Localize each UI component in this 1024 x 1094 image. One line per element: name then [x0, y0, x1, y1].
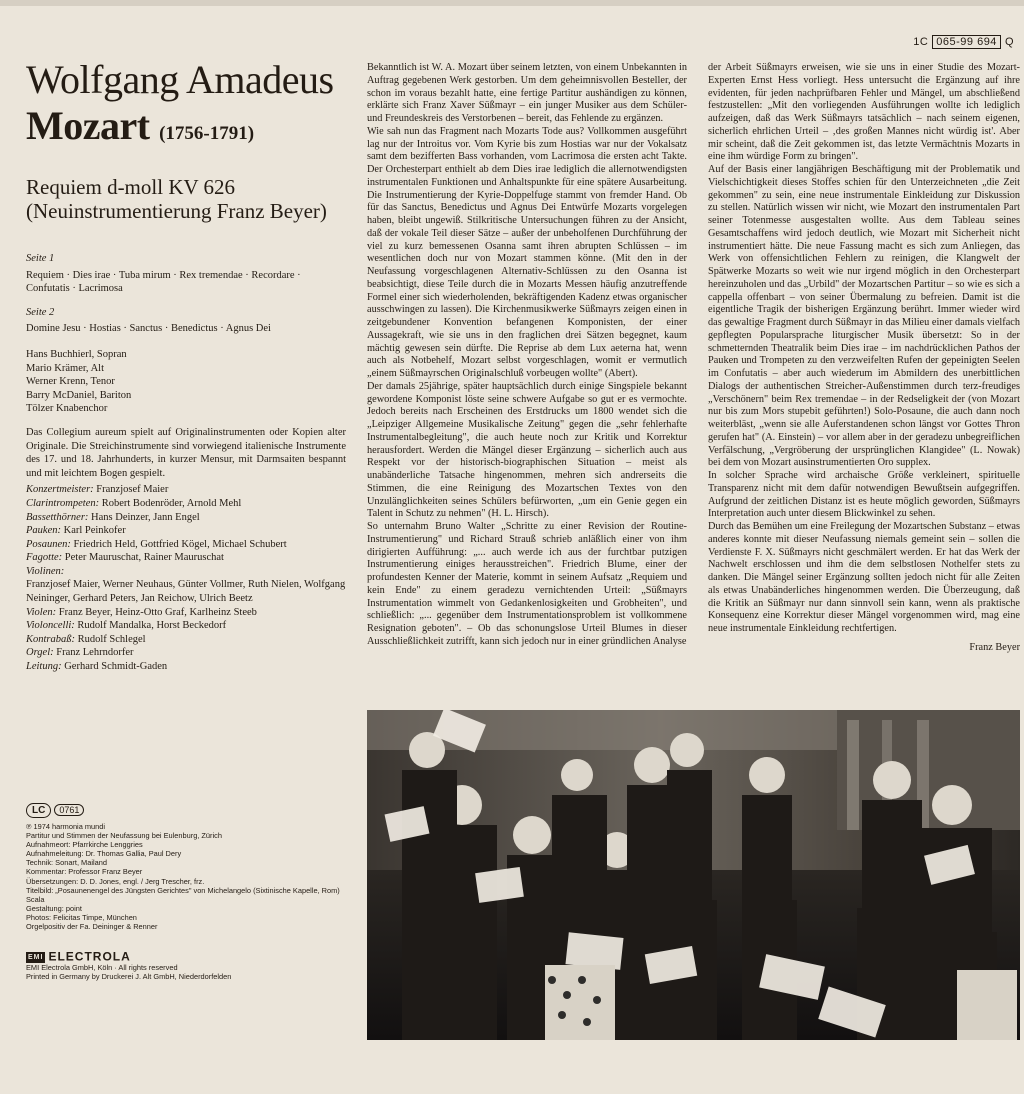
- essay-paragraph: So unternahm Bruno Walter „Schritte zu einer Revision der Routine-Instrumentierung" und Richard Strauß schrieb anläßlich einer von ihm dirigierten Aufführung: „... auch werde ich aus der furchtbar putzigen Instrumentierung einiges herausstreichen". Friedrich Blume, einer der profundesten Kenner der Materie, kommt in seinem Aufsatz „Requiem und kein Ende" zu einem geradezu vernichtenden Urteil: „Süßmayrs Instrumentation wimmelt von Gedankenlosigkeiten und Grobheiten", und schließlich: „... gegenüber dem Instrumentationsproblem ist vollkommene Resignation geboten". – Ob das schonungslose Urteil Blumes in dieser Ausschließlichkeit zutrifft, kann sich jedoch nur in einer gründlichen Analyse: [367, 521, 687, 647]
- credit-role: Orgel:: [26, 647, 54, 659]
- credit-line: [26, 497, 346, 511]
- essay-paragraph: Durch das Bemühen um eine Freilegung der Mozartschen Substanz – etwas anderes konnte mit dieser Neufassung niemals gemeint sein – sollen die Verdienste F. X. Süßmayrs nicht geschmälert werden. Er hat das Werk der Nachwelt erschlossen und ihm die dem selbstlosen Nothelfer stets zu danken. Die Mängel seiner Ergänzung sollten jedoch nicht für alle Zeiten als etwas Unabänderliches hingenommen werden. Die Überzeugung, daß die Kritik an Süßmayr nur dann sinnvoll sein kann, wenn als praktische Konsequenz eine Korrektur dieser Mängel vorgenommen wird, mag eine neue instrumentale Einkleidung rechtfertigen.: [708, 521, 1020, 634]
- soloists-list: [26, 348, 346, 416]
- catalog-prefix: 1C: [913, 36, 929, 48]
- credit-names: Franz Beyer, Heinz-Otto Graf, Karlheinz Steeb: [58, 606, 257, 618]
- emi-logo: EMI: [26, 952, 45, 963]
- essay-paragraph: der Arbeit Süßmayrs erweisen, wie sie uns in einer Studie des Mozart-Experten Ernst Hess vorliegt. Hess untersucht die Ergänzung auf ihre evidenten, für jeden nachprüfbaren Fehler und Mängel, um abschließend festzustellen: „Mit den vorliegenden Ausführungen wollte ich lediglich aufzeigen, daß das Werk Süßmayrs tatsächlich – nach seinem eigenen, sicherlich ehrlichen Urteil – ‚des großen Mannes nicht würdig ist'. Aber mir scheint, daß die Zeit gekommen ist, das letzte Vermächtnis Mozarts in eine ihm würdige Form zu bringen".: [708, 62, 1020, 163]
- cast-item: Hans Buchhierl, Sopran: [26, 348, 127, 360]
- credit-names: Franz Lehrndorfer: [56, 647, 134, 659]
- credit-line: [26, 483, 346, 497]
- essay-paragraph: In solcher Sprache wird archaische Größe verkleinert, spirituelle Transparenz nicht mit dem dafür notwendigen Bewußtsein aufgegriffen. Aufgrund der zeitlichen Distanz ist es heute möglich geworden, Süßmayrs Interpretation auch unter diesem Blickwinkel zu sehen.: [708, 470, 1020, 520]
- credit-names: Franzjosef Maier, Werner Neuhaus, Günter Vollmer, Ruth Nielen, Wolfgang Neininger, Gerhard Peters, Jan Reichow, Ulrich Beetz: [26, 579, 346, 605]
- label-code-logo: LC: [26, 803, 51, 818]
- imprint-line: EMI Electrola GmbH, Köln · All rights reserved: [26, 963, 178, 973]
- orchestra-credits: [26, 483, 346, 673]
- production-line: Gestaltung: point: [26, 903, 82, 913]
- cast-item: Mario Krämer, Alt: [26, 362, 105, 374]
- credit-role: Pauken:: [26, 525, 61, 537]
- production-line: Partitur und Stimmen der Neufassung bei Eulenburg, Zürich: [26, 831, 222, 841]
- production-line: Orgelpositiv der Fa. Deininger & Renner: [26, 922, 158, 932]
- credit-names: Rudolf Schlegel: [77, 633, 146, 645]
- credit-role: Kontrabaß:: [26, 633, 76, 645]
- composer-surname: [26, 104, 254, 156]
- essay-paragraph: Der damals 25jährige, später hauptsächlich durch einige Singspiele bekannt gewordene Komponist löste seine schwere Aufgabe so gut er es vermochte. Jedoch bereits nach Erscheinen des Erstdrucks um 1800 wendet sich die „Leipziger Allgemeine Musikalische Zeitung" gegen die „sehr fehlerhafte Instrumentalbegleitung", die auch heute noch zur Kritik und Korrektur herausfordert. Werden die Mängel dieser Ergänzung – sicherlich auch aus Respekt vor der historisch-biographischen Situation – meist als unabänderliche Tatsache hingenommen, mehren sich andrerseits die Stimmen, die eine Reinigung des Mozartschen Textes von den Unzulänglichkeiten seines Schülers befürworten, „um ein Genie gegen ein Talent in Schutz zu nehmen" (H. L. Hirsch).: [367, 380, 687, 520]
- credit-line: [26, 565, 346, 606]
- side2-tracks: Domine Jesu · Hostias · Sanctus · Benedictus · Agnus Dei: [26, 323, 271, 335]
- credit-names: Hans Deinzer, Jann Engel: [91, 511, 200, 523]
- electrola-brand: ELECTROLA: [48, 949, 131, 964]
- track-and-credits-column: [26, 252, 346, 674]
- composer-surname-text: Mozart: [26, 103, 150, 148]
- credit-names: Robert Bodenröder, Arnold Mehl: [101, 497, 242, 509]
- production-line: Aufnahmeort: Pfarrkirche Lenggries: [26, 840, 143, 850]
- ensemble-intro: Das Collegium aureum spielt auf Originalinstrumenten oder Kopien alter Originale. Die Streichinstrumente sind vorwiegend italienische Instrumente des 17. und 18. Jahrhunderts, in kurzer Mensur, mit Darmsaiten bespannt und mit leichtem Bogen gespielt.: [26, 426, 346, 479]
- label-code: [26, 803, 84, 818]
- credit-names: Gerhard Schmidt-Gaden: [64, 661, 168, 673]
- cast-item: Tölzer Knabenchor: [26, 403, 108, 415]
- essay-paragraph: Wie sah nun das Fragment nach Mozarts Tode aus? Vollkommen ausgeführt lag nur der Introitus vor. Vom Kyrie bis zum Hostias war nur der Vokalsatz samt dem bezifferten Bass vorhanden, vom Lacrimosa die ersten acht Takte. Der Orchesterpart enthielt ab dem Dies irae lediglich die allernotwendigsten instrumentalen Funktionen und Anhaltspunkte für eine spätere Ausarbeitung. Die Instrumentierung der Kyrie-Doppelfuge stammt von fremder Hand. Ob für das Sanctus, Benedictus und Agnus Dei Entwürfe Mozarts vorgelegen haben, bleibt ungewiß. Stilkritische Untersuchungen führen zu der Ansicht, daß der vokale Teil dieser Sätze – außer der unbeholfenen Durchführung der viel zu kurz bemessenen Osanna samt ihren abrupten Schlüssen – im wesentlichen doch nur von Mozart stammen könne. (Mit den in der Neufassung vorgeschlagenen Alternativ-Schlüssen zu den Osanna ist beabsichtigt, diese Teile durch die in Mozarts Messen häufig anzutreffende Formel einer sich wiederholenden, bekräftigenden Kadenz etwas organischer ausschwingen zu lassen). Die Kirchenmusikwerke Süßmayrs zeigen einen in zeitgebundener Konvention befangenen Komponisten, der einer Aussagekraft, wie sie uns in den fraglichen drei Sätzen begegnet, kaum mächtig gewesen sein dürfte. Die Reprise ab dem Lux aeterna hat, wenn auch als Notbehelf, Mozart selbst vorgeschlagen, womit er vermutlich „einem Süßmayrschen Originalschluß vorbeugen wollte" (Abert).: [367, 125, 687, 379]
- composer-first-names: Wolfgang Amadeus: [26, 57, 334, 102]
- electrola-logo: [26, 949, 131, 964]
- production-line: Kommentar: Professor Franz Beyer: [26, 867, 143, 877]
- credit-role: Violoncelli:: [26, 620, 75, 632]
- catalog-suffix: Q: [1004, 36, 1014, 48]
- cast-item: Barry McDaniel, Bariton: [26, 389, 132, 401]
- credit-role: Posaunen:: [26, 538, 71, 550]
- credit-line: [26, 660, 346, 674]
- essay-paragraph: Bekanntlich ist W. A. Mozart über seinem letzten, von einem Unbekannten in Auftrag gegebenen Werk gestorben. Um dem geheimnisvollen Besteller, der schon im voraus bezahlt hatte, eine fertige Partitur aushändigen zu können, erklärte sich Franz Xaver Süßmayr – ein junger Musiker aus dem Schüler- und Freundeskreis des Verstorbenen – bereit, das Fehlende zu ergänzen.: [367, 62, 687, 124]
- credit-role: Bassetthörner:: [26, 511, 89, 523]
- catalog-number-box: 065-99 694: [932, 35, 1001, 49]
- credit-names: Rudolf Mandalka, Horst Beckedorf: [77, 620, 227, 632]
- top-edge: [0, 0, 1024, 6]
- credit-names: Karl Peinkofer: [63, 525, 126, 537]
- credit-line: [26, 619, 346, 633]
- imprint-line: Printed in Germany by Druckerei J. Alt GmbH, Niederdorfelden: [26, 972, 232, 982]
- credit-role: Konzertmeister:: [26, 484, 94, 496]
- credit-role: Fagotte:: [26, 552, 63, 564]
- credit-line: [26, 511, 346, 525]
- essay-column-2: [708, 62, 1020, 655]
- work-subtitle: (Neuinstrumentierung Franz Beyer): [26, 199, 327, 223]
- credit-line: [26, 606, 346, 620]
- credit-role: Clarintrompeten:: [26, 497, 100, 509]
- choir-photo-image: [367, 710, 1020, 1040]
- production-credits: [26, 822, 346, 931]
- credit-names: Friedrich Held, Gottfried Kögel, Michael Schubert: [73, 538, 287, 550]
- credit-line: [26, 524, 346, 538]
- production-line: Übersetzungen: D. D. Jones, engl. / Jerg Trescher, frz.: [26, 876, 205, 886]
- credit-line: [26, 633, 346, 647]
- credit-names: Peter Mauruschat, Rainer Mauruschat: [64, 552, 224, 564]
- credit-line: [26, 538, 346, 552]
- catalog-number: [913, 36, 1014, 48]
- side1-tracks: Requiem · Dies irae · Tuba mirum · Rex tremendae · Recordare · Confutatis · Lacrimosa: [26, 269, 301, 295]
- production-line: Aufnahmeleitung: Dr. Thomas Gallia, Paul Dery: [26, 849, 182, 859]
- label-code-number: 0761: [54, 804, 84, 816]
- credit-names: Franzjosef Maier: [96, 484, 169, 496]
- essay-column-1: [367, 62, 687, 649]
- electrola-imprint: [26, 949, 346, 982]
- composer-dates: (1756-1791): [159, 123, 255, 144]
- credit-line: [26, 551, 346, 565]
- credit-role: Leitung:: [26, 661, 62, 673]
- work-title-block: [26, 175, 346, 223]
- author-signature: Franz Beyer: [969, 641, 1020, 653]
- credit-line: [26, 646, 346, 660]
- side1-label: Seite 1: [26, 253, 55, 264]
- production-line: Technik: Sonart, Mailand: [26, 858, 107, 868]
- credit-role: Violen:: [26, 606, 57, 618]
- production-line: Titelbild: „Posaunenengel des Jüngsten Gerichtes" von Michelangelo (Sixtinische Kapelle, Rom) Scala: [26, 885, 340, 904]
- choir-photograph: [367, 710, 1020, 1040]
- production-line: ℗ 1974 harmonia mundi: [26, 822, 105, 831]
- essay-paragraph: Auf der Basis einer langjährigen Beschäftigung mit der Problematik und Vielschichtigkeit dieses Stoffes schien für den Unterzeichneten „die Zeit gekommen" zu sein, eine neue instrumentale Einkleidung zur Diskussion zu stellen. Natürlich wissen wir nicht, wie Mozart den instrumentalen Part seiner Totenmesse ausgestalten wollte. Aus dem Tableau seines Gesamtschaffens wird jedoch deutlich, wie Mozart mit Sicherheit nicht instrumentiert hätte. Die neue Fassung macht es sich zum Anliegen, das Werk von offensichtlichen Fehlern zu reinigen, die Klangwelt der Spätwerke Mozarts so weit wie nur irgend möglich in den Orchesterpart hereinzuholen und das „Urbild" der Mozartschen Partitur – so wie es sich a cappella offenbart – von seiner Übermalung zu befreien. Damit ist die eigentliche Tragik der bisherigen Ergänzung berührt. Immer wieder wird das gewaltige Fragment durch Süßmayr in das Milieu einer damals vielfach gepflegten Popularsprache liturgischer Musik übersetzt: So in der schmetternden Theatralik beim Dies irae – im nachdrücklichen Pathos der Pauken und Trompeten zu den verzweifelten Rufen der gepeinigten Seelen im Confutatis – aber auch wiederum im Abmildern des unerbittlichen Dialogs der authentischen Streicher-Außenstimmen durch terz-freudiges „Verschönern" beim Rex tremendae – in der Redseligkeit der (von Mozart nur bis zum Mors stupebit geführten!) Solo-Posaune, die auch dann noch weiterbläst, „wenn sie alle Auferstandenen schon längst vor Gottes Thron gerufen hat" (A. Einstein) – vor allem aber in der geradezu unbegreiflichen Verfälschung, „Vergröberung der ursprünglichen Klangidee" (L. Nowak) bei dem von Mozart ausinstrumentierten Oro supplex.: [708, 164, 1020, 469]
- credit-role: Violinen:: [26, 565, 65, 577]
- side2-label: Seite 2: [26, 306, 55, 318]
- production-line: Photos: Felicitas Timpe, München: [26, 912, 137, 922]
- cast-item: Werner Krenn, Tenor: [26, 376, 115, 388]
- work-title: Requiem d-moll KV 626: [26, 175, 236, 199]
